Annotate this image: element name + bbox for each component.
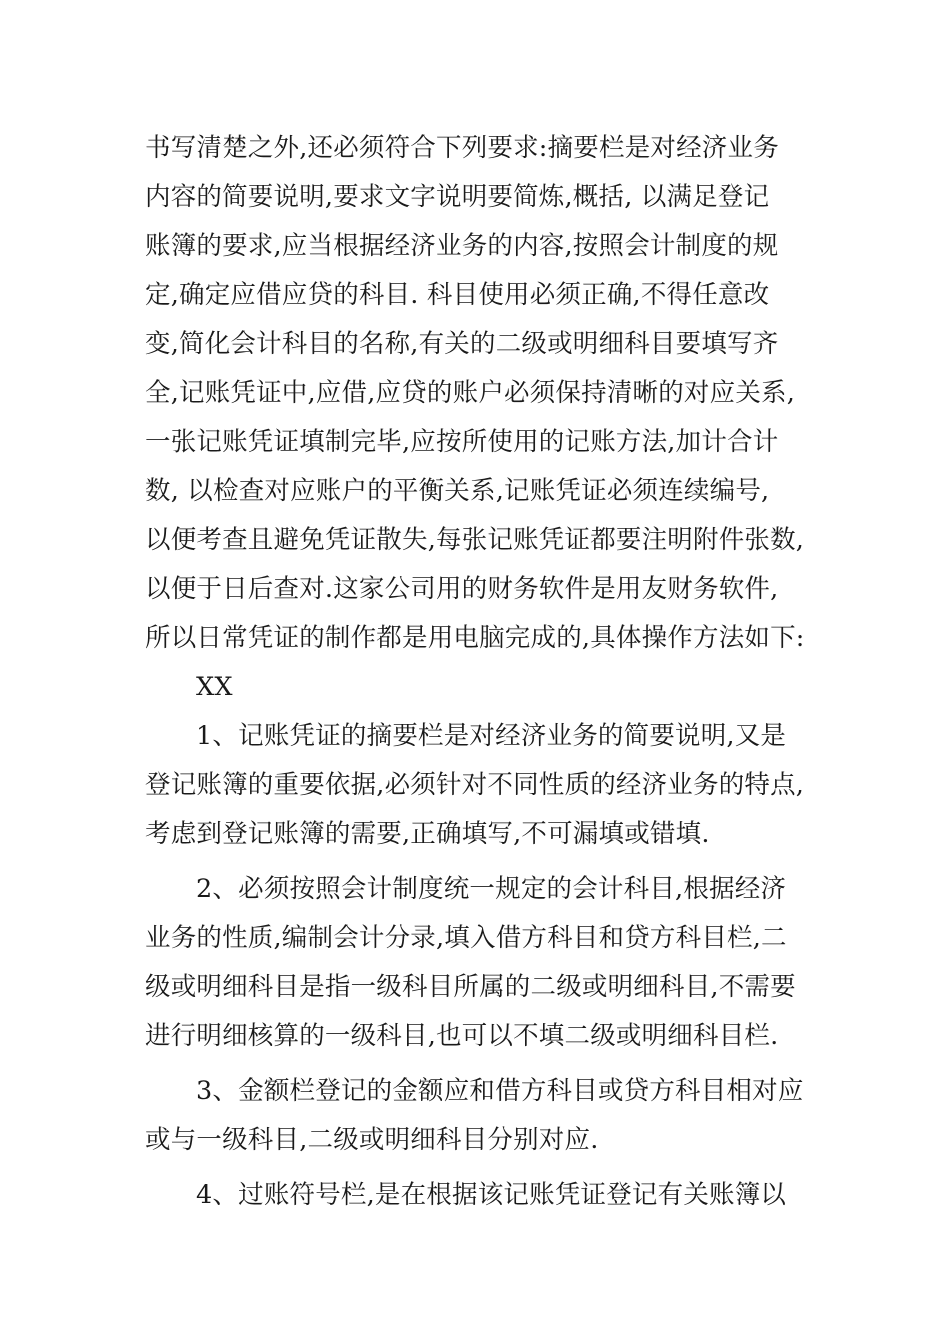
document-body bbox=[145, 124, 810, 1220]
text-line: 数, 以检查对应账户的平衡关系,记账凭证必须连续编号, bbox=[145, 476, 770, 506]
section-marker: XX bbox=[196, 672, 233, 702]
text-line: 级或明细科目是指一级科目所属的二级或明细科目,不需要 bbox=[145, 972, 796, 1002]
text-line: 定,确定应借应贷的科目. 科目使用必须正确,不得任意改 bbox=[145, 280, 770, 310]
text-line: 以便考查且避免凭证散失,每张记账凭证都要注明附件张数, bbox=[145, 525, 805, 555]
text-line: 考虑到登记账簿的需要,正确填写,不可漏填或错填. bbox=[145, 819, 710, 849]
text-line: 业务的性质,编制会计分录,填入借方科目和贷方科目栏,二 bbox=[145, 923, 787, 953]
text-line: 进行明细核算的一级科目,也可以不填二级或明细科目栏. bbox=[145, 1021, 779, 1051]
text-line: 一张记账凭证填制完毕,应按所使用的记账方法,加计合计 bbox=[145, 427, 779, 457]
paragraph-2-start: 2、必须按照会计制度统一规定的会计科目,根据经济 bbox=[196, 874, 787, 904]
text-line: 以便于日后查对.这家公司用的财务软件是用友财务软件, bbox=[145, 574, 779, 604]
text-line: 或与一级科目,二级或明细科目分别对应. bbox=[145, 1125, 599, 1155]
text-line: 全,记账凭证中,应借,应贷的账户必须保持清晰的对应关系, bbox=[145, 378, 796, 408]
text-line: 账簿的要求,应当根据经济业务的内容,按照会计制度的规 bbox=[145, 231, 779, 261]
text-line: 变,简化会计科目的名称,有关的二级或明细科目要填写齐 bbox=[145, 329, 779, 359]
paragraph-1-start: 1、记账凭证的摘要栏是对经济业务的简要说明,又是 bbox=[196, 721, 787, 751]
paragraph-3-start: 3、金额栏登记的金额应和借方科目或贷方科目相对应 bbox=[196, 1076, 804, 1106]
text-line: 内容的简要说明,要求文字说明要简炼,概括, 以满足登记 bbox=[145, 182, 770, 212]
text-line: 所以日常凭证的制作都是用电脑完成的,具体操作方法如下: bbox=[145, 623, 805, 653]
text-line: 书写清楚之外,还必须符合下列要求:摘要栏是对经济业务 bbox=[145, 133, 779, 163]
text-line: 登记账簿的重要依据,必须针对不同性质的经济业务的特点, bbox=[145, 770, 805, 800]
paragraph-4-start: 4、过账符号栏,是在根据该记账凭证登记有关账簿以 bbox=[196, 1180, 787, 1210]
